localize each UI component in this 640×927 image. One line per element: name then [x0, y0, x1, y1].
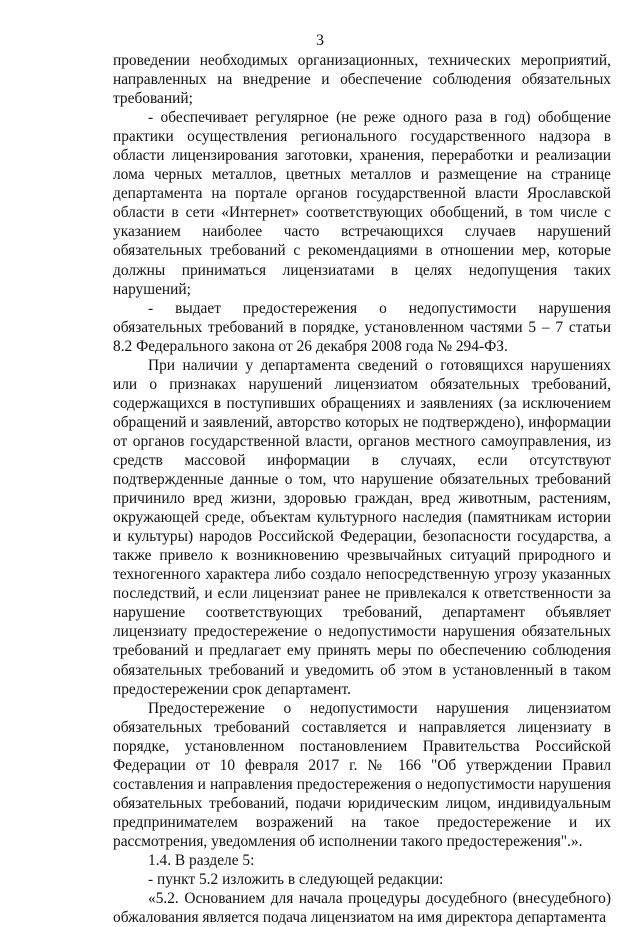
paragraph-point-5-2-intro: - пункт 5.2 изложить в следующей редакции: — [148, 871, 444, 889]
paragraph-violation-information: При наличии у департамента сведений о готовящихся нарушениях или о признаках нарушений лицензиатом обязательных требований, содержащихся в поступивших обращениях и заявлениях (за исключением обращений и заявлений, авторство которых не подтверждено), информации от органов государственной власти, органов местного самоуправления, из средств массовой информации в случаях, если отсутствуют подтвержденные данные о том, что нарушение обязательных требований причинило вред жизни, здоровью граждан, вред животным, растениям, окружающей среде, объектам культурного наследия (памятникам истории и культуры) народов Российской Федерации, безопасности государства, а также привело к возникновению чрезвычайных ситуаций природного и техногенного характера либо создало непосредственную угрозу указанных последствий, и если лицензиат ранее не привлекался к ответственности за нарушение соответствующих требований, департамент объявляет лицензиату предостережение о недопустимости нарушения обязательных требований и предлагает ему принять меры по обеспечению соблюдения обязательных требований и уведомить об этом в установленный в таком предостережении срок департамент. — [113, 356, 611, 698]
paragraph-continuation: проведении необходимых организационных, технических мероприятий, направленных на внедрение и обеспечение соблюдения обязательных требований; — [113, 52, 611, 108]
document-body — [113, 51, 611, 927]
paragraph-point-5-2-text: «5.2. Основанием для начала процедуры досудебного (внесудебного) обжалования является подача лицензиатом на имя директора департамента — [113, 890, 611, 927]
page-number: 3 — [316, 32, 324, 49]
paragraph-issues-warnings: - выдает предостережения о недопустимости нарушения обязательных требований в порядке, установленном частями 5 – 7 статьи 8.2 Федерального закона от 26 декабря 2008 года № 294-ФЗ. — [113, 299, 611, 355]
paragraph-section-5-heading: 1.4. В разделе 5: — [148, 851, 255, 869]
paragraph-practice-generalization: - обеспечивает регулярное (не реже одного раза в год) обобщение практики осуществления регионального государственного надзора в области лицензирования заготовки, хранения, переработки и реализации лома черных металлов, цветных металлов и размещение на странице департамента на портале органов государственной власти Ярославской области в сети «Интернет» соответствующих обобщений, в том числе с указанием наиболее часто встречающихся случаев нарушений обязательных требований с рекомендациями в отношении мер, которые должны приниматься лицензиатами в целях недопущения таких нарушений; — [113, 109, 611, 298]
paragraph-warning-procedure: Предостережение о недопустимости нарушения лицензиатом обязательных требований составляется и направляется лицензиату в порядке, установленном постановлением Правительства Российской Федерации от 10 февраля 2017 г. № 166 "Об утверждении Правил составления и направления предостережения о недопустимости нарушения обязательных требований, подачи юридическим лицом, индивидуальным предпринимателем возражений на такое предостережение и их рассмотрения, уведомления об исполнении такого предостережения".». — [113, 699, 611, 850]
